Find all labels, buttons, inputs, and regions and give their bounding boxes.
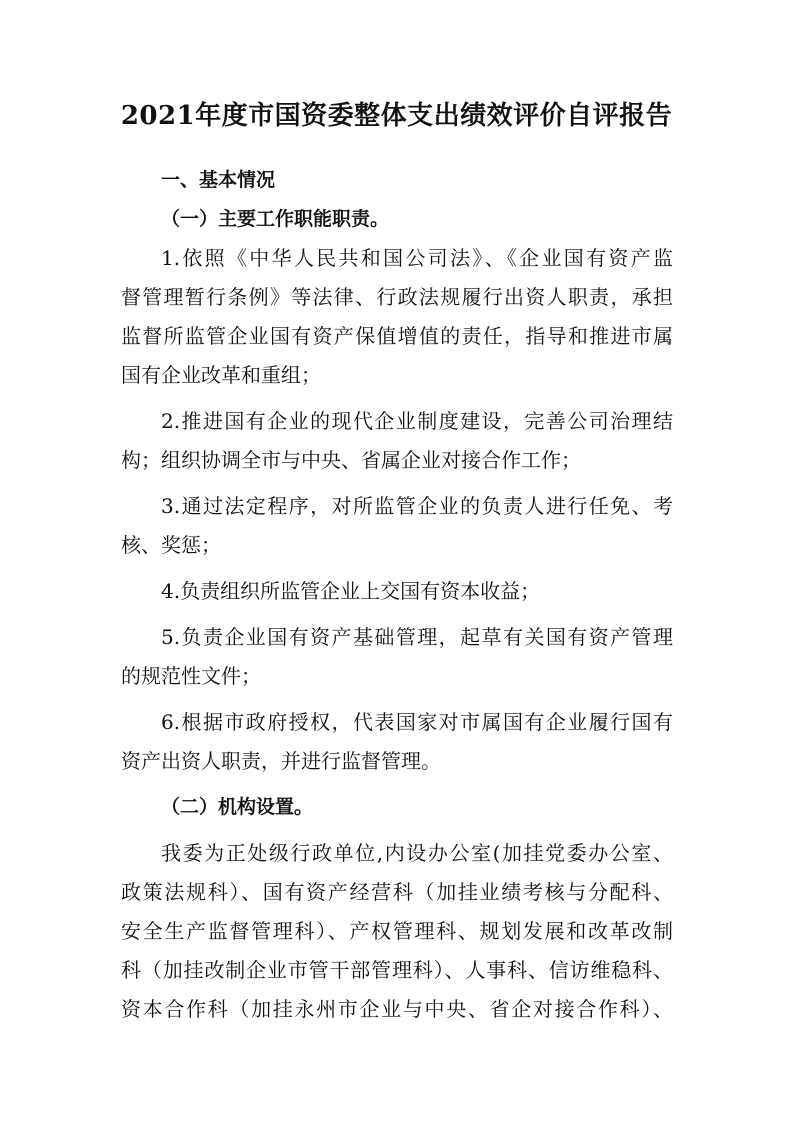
- text-line: 督管理暂行条例》等法律、行政法规履行出资人职责，承担: [121, 285, 673, 309]
- paragraph-duty-1: [121, 239, 673, 395]
- text-line: 我委为正处级行政单位,内设办公室(加挂党委办公室、: [161, 841, 673, 865]
- section-heading-basic-info: 一、基本情况: [161, 169, 276, 191]
- paragraph-duty-3: [121, 487, 673, 565]
- text-line: 监督所监管企业国有资产保值增值的责任，指导和推进市属: [121, 324, 673, 348]
- document-body: [121, 161, 673, 1029]
- text-line: 的规范性文件；: [121, 664, 261, 688]
- paragraph-organization: [121, 834, 673, 1029]
- text-line: 1.依照《中华人民共和国公司法》、《企业国有资产监: [161, 246, 673, 270]
- text-line: 核、奖惩；: [121, 533, 221, 557]
- text-line: 资产出资人职责，并进行监督管理。: [121, 749, 441, 773]
- text-line: 科（加挂改制企业市管干部管理科）、人事科、信访维稳科、: [121, 958, 673, 982]
- paragraph-duty-4: [121, 572, 673, 611]
- text-line: 4.负责组织所监管企业上交国有资本收益；: [161, 579, 541, 603]
- text-line: 安全生产监督管理科）、产权管理科、规划发展和改革改制: [121, 919, 673, 943]
- text-line: 2.推进国有企业的现代企业制度建设，完善公司治理结: [161, 409, 673, 433]
- paragraph-duty-2: [121, 402, 673, 480]
- text-line: 资本合作科（加挂永州市企业与中央、省企对接合作科）、: [121, 997, 673, 1021]
- text-line: 5.负责企业国有资产基础管理，起草有关国有资产管理: [161, 625, 673, 649]
- paragraph-duty-6: [121, 703, 673, 781]
- text-line: 3.通过法定程序，对所监管企业的负责人进行任免、考: [161, 494, 673, 518]
- subsection-heading-duties: （一）主要工作职能职责。: [161, 208, 390, 230]
- subsection-heading-organization: （二）机构设置。: [161, 796, 314, 818]
- document-title: 2021年度市国资委整体支出绩效评价自评报告: [120, 101, 673, 131]
- text-line: 构；组织协调全市与中央、省属企业对接合作工作；: [121, 448, 581, 472]
- text-line: 政策法规科）、国有资产经营科（加挂业绩考核与分配科、: [121, 880, 673, 904]
- text-line: 6.根据市政府授权，代表国家对市属国有企业履行国有: [161, 710, 673, 734]
- paragraph-duty-5: [121, 618, 673, 696]
- text-line: 国有企业改革和重组；: [121, 363, 321, 387]
